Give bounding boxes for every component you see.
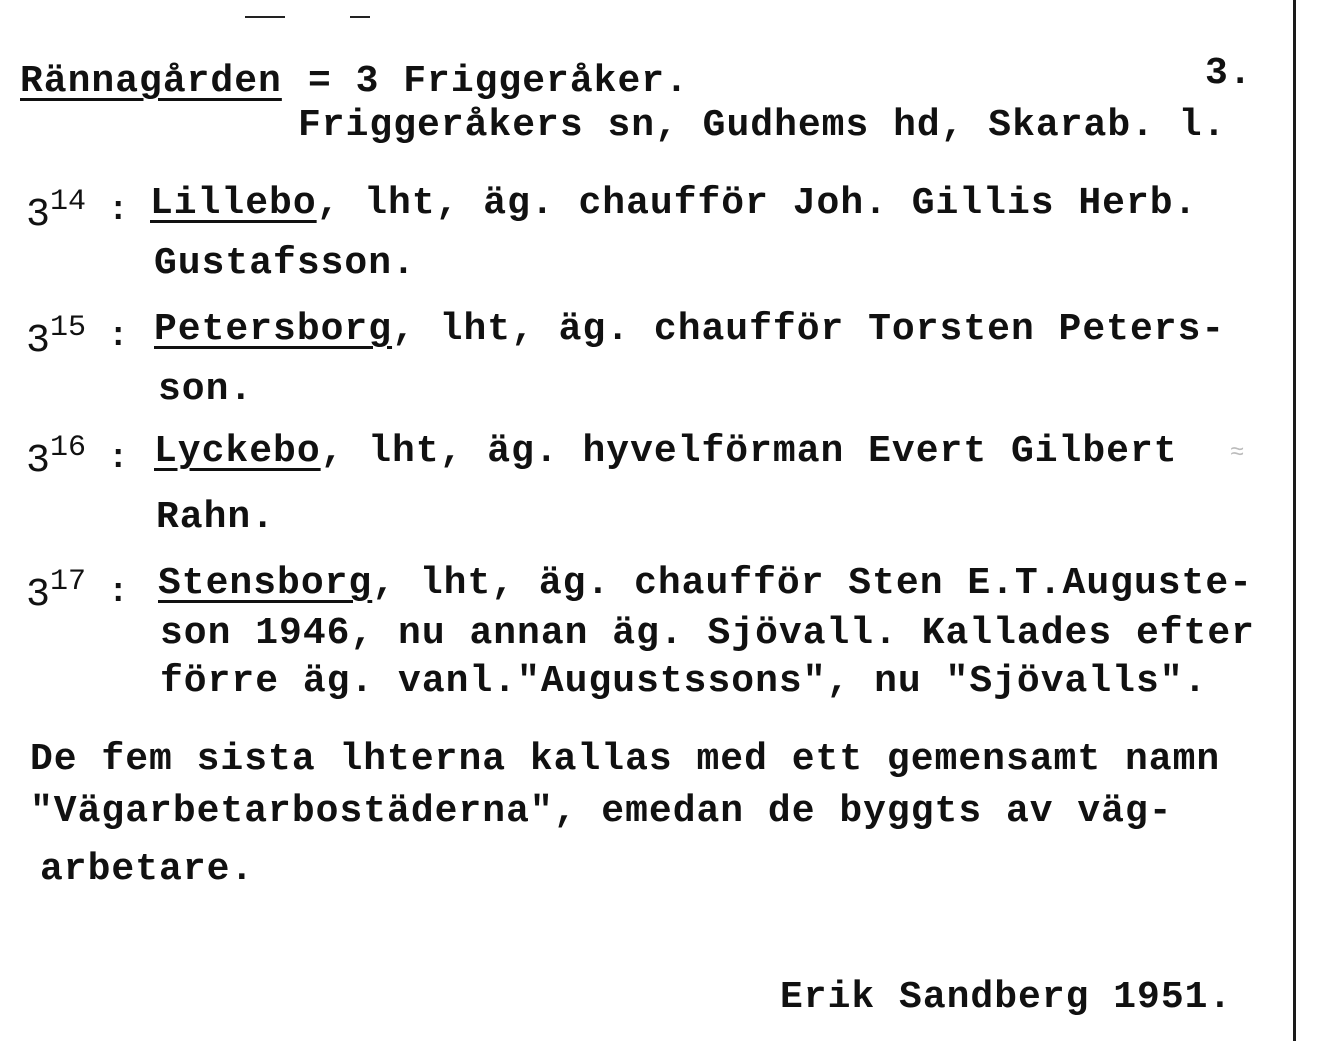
entry-name: Stensborg <box>158 562 373 605</box>
signature: Erik Sandberg 1951. <box>780 976 1233 1019</box>
entry-colon: : <box>108 192 129 230</box>
card-number: 3. <box>1205 52 1253 95</box>
entry-number: $3^{17}$ <box>26 565 87 618</box>
entry-name: Petersborg <box>154 308 393 351</box>
note-line2: "Vägarbetarbostäderna", emedan de byggts av väg- <box>30 790 1173 833</box>
faint-mark: ≈ <box>1230 440 1245 467</box>
entry-number: $3^{16}$ <box>26 431 87 484</box>
entry-line2: Rahn. <box>156 496 276 539</box>
entry-line1: Lyckebo, lht, äg. hyvelförman Evert Gilbert <box>154 430 1178 473</box>
entry-name: Lyckebo <box>154 430 321 473</box>
entry-number: $3^{14}$ <box>26 185 87 238</box>
note-line3: arbetare. <box>40 848 255 891</box>
entry-line1: Petersborg, lht, äg. chaufför Torsten Peters- <box>154 308 1226 351</box>
entry-colon: : <box>108 574 129 612</box>
place-name: Rännagården <box>20 60 282 103</box>
entry-number: $3^{15}$ <box>26 311 87 364</box>
entry-line1: Lillebo, lht, äg. chaufför Joh. Gillis Herb. <box>150 182 1198 225</box>
entry-line2: son 1946, nu annan äg. Sjövall. Kallades efter <box>160 612 1255 655</box>
equals-text: = 3 Friggeråker. <box>308 60 689 103</box>
scan-speck <box>350 16 370 18</box>
entry-line2: son. <box>158 368 254 411</box>
entry-name: Lillebo <box>150 182 317 225</box>
scan-speck <box>245 16 285 18</box>
entry-colon: : <box>108 318 129 356</box>
card-edge-line <box>1293 0 1296 1041</box>
entry-line1: Stensborg, lht, äg. chaufför Sten E.T.Auguste- <box>158 562 1253 605</box>
note-line1: De fem sista lhterna kallas med ett gemensamt namn <box>30 738 1221 781</box>
entry-line3: förre äg. vanl."Augustssons", nu "Sjövalls". <box>160 660 1208 703</box>
entry-colon: : <box>108 440 129 478</box>
parish-line: Friggeråkers sn, Gudhems hd, Skarab. l. <box>298 104 1227 147</box>
entry-line2: Gustafsson. <box>154 242 416 285</box>
